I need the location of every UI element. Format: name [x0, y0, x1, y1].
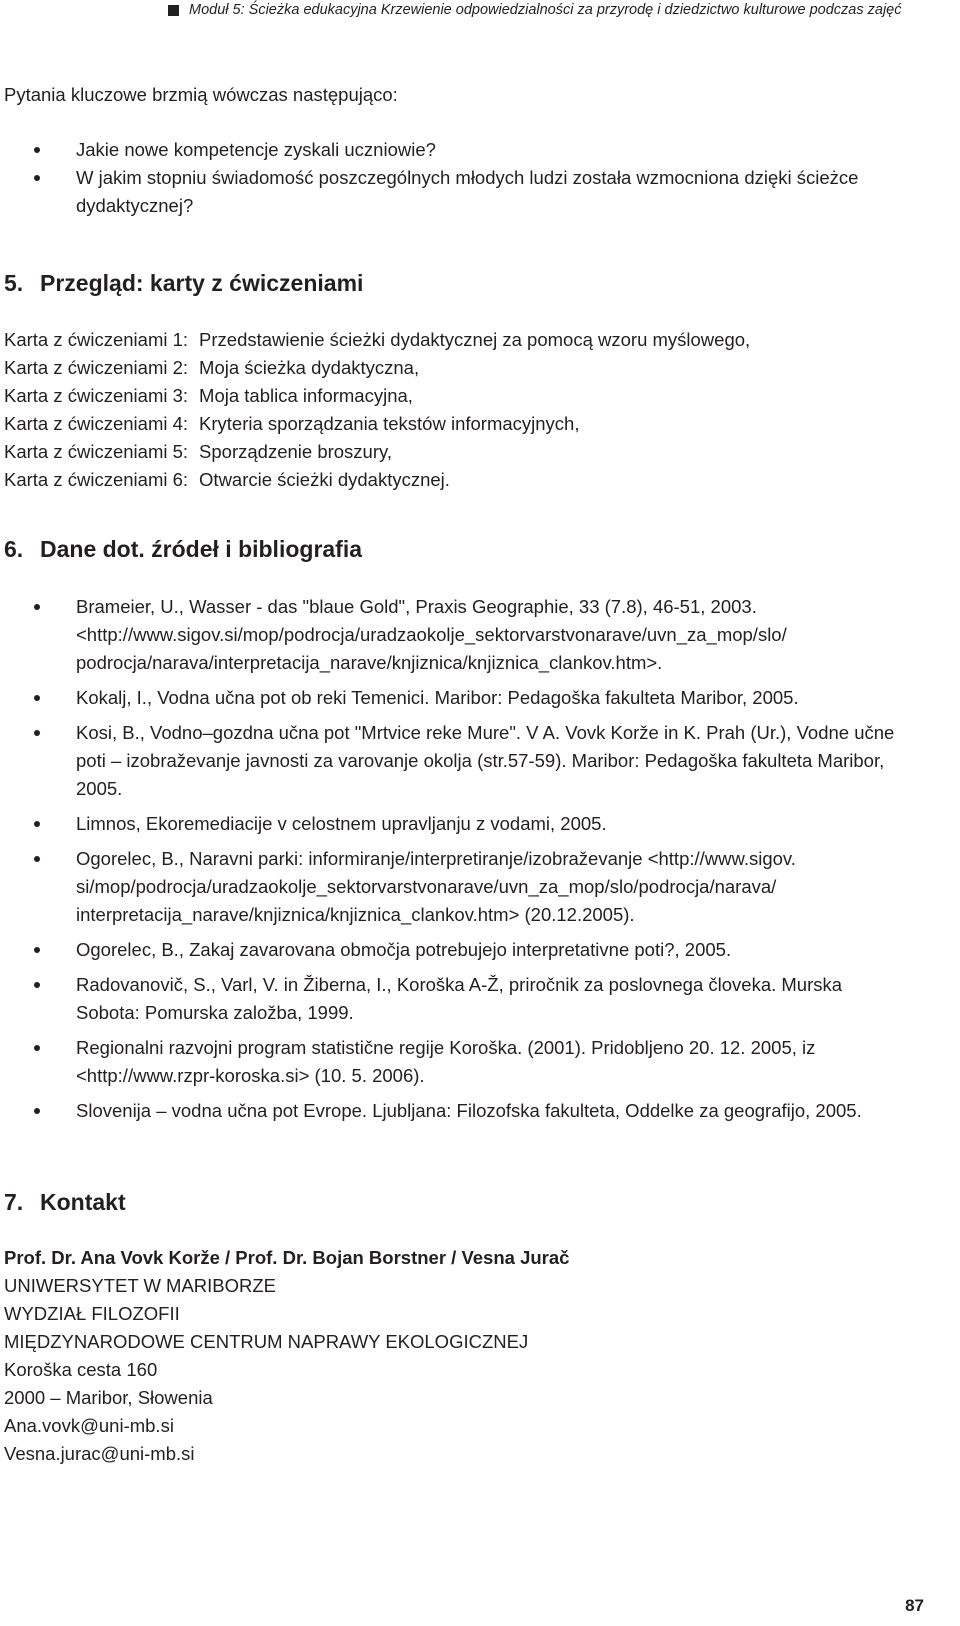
list-item: Slovenija – vodna učna pot Evrope. Ljubljana: Filozofska fakulteta, Oddelke za geografijo, 2005.: [4, 1097, 904, 1125]
contact-email: Vesna.jurac@uni-mb.si: [4, 1443, 195, 1464]
bullet-icon: [34, 730, 40, 736]
bullet-icon: [34, 175, 40, 181]
table-row: Karta z ćwiczeniami 6: Otwarcie ścieżki dydaktycznej.: [4, 469, 450, 490]
table-row: Karta z ćwiczeniami 4: Kryteria sporządzania tekstów informacyjnych,: [4, 413, 580, 434]
bullet-icon: [34, 821, 40, 827]
header-text: Moduł 5: Ścieżka edukacyjna Krzewienie odpowiedzialności za przyrodę i dziedzictwo kulturowe podczas zajęć: [189, 2, 902, 18]
list-item: Jakie nowe kompetencje zyskali uczniowie?: [4, 136, 934, 164]
bullet-icon: [34, 695, 40, 701]
bullet-icon: [34, 147, 40, 153]
contact-line: WYDZIAŁ FILOZOFII: [4, 1303, 180, 1324]
list-item: Brameier, U., Wasser - das "blaue Gold", Praxis Geographie, 33 (7.8), 46-51, 2003. <http://www.sigov.si/mop/podrocja/uradzaokolje_sektorvarstvonarave/uvn_za_mop/slo/ podrocja/narava/interpretacija_narave/knjiznica/knjiznica_clankov.htm>.: [4, 593, 904, 677]
table-row: Karta z ćwiczeniami 2: Moja ścieżka dydaktyczna,: [4, 357, 420, 378]
list-item: Regionalni razvojni program statistične regije Koroška. (2001). Pridobljeno 20. 12. 2005, iz <http://www.rzpr-koroska.si> (10. 5. 2006).: [4, 1034, 904, 1090]
contact-email: Ana.vovk@uni-mb.si: [4, 1415, 174, 1436]
contact-line: 2000 – Maribor, Słowenia: [4, 1387, 213, 1408]
list-item: Radovanovič, S., Varl, V. in Žiberna, I., Koroška A-Ž, priročnik za poslovnega človeka. Murska Sobota: Pomurska založba, 1999.: [4, 971, 904, 1027]
running-header: [168, 2, 953, 18]
bullet-icon: [34, 1108, 40, 1114]
exercise-cards-table: [4, 326, 750, 494]
bibliography-list: [4, 593, 904, 1125]
page-number: 87: [905, 1596, 924, 1615]
list-item: Ogorelec, B., Zakaj zavarovana območja potrebujejo interpretativne poti?, 2005.: [4, 936, 904, 964]
bullet-icon: [34, 947, 40, 953]
bullet-icon: [34, 1045, 40, 1051]
list-item: Kokalj, I., Vodna učna pot ob reki Temenici. Maribor: Pedagoška fakulteta Maribor, 2005.: [4, 684, 904, 712]
header-square-icon: [168, 5, 179, 16]
table-row: Karta z ćwiczeniami 3: Moja tablica informacyjna,: [4, 385, 413, 406]
section-7-heading: 7. Kontakt: [4, 1189, 126, 1215]
list-item: Limnos, Ekoremediacije v celostnem upravljanju z vodami, 2005.: [4, 810, 904, 838]
contact-line: Koroška cesta 160: [4, 1359, 158, 1380]
list-item: Ogorelec, B., Naravni parki: informiranje/interpretiranje/izobraževanje <http://www.sigov. si/mop/podrocja/uradzaokolje_sektorvarstvonarave/uvn_za_mop/slo/podrocja/narava/ interpretacija_narave/knjiznica/knjiznica_clankov.htm> (20.12.2005).: [4, 845, 904, 929]
list-item: W jakim stopniu świadomość poszczególnych młodych ludzi została wzmocniona dzięki ścieżce dydaktycznej?: [4, 164, 934, 220]
table-row: Karta z ćwiczeniami 1: Przedstawienie ścieżki dydaktycznej za pomocą wzoru myślowego,: [4, 329, 751, 350]
bullet-icon: [34, 856, 40, 862]
questions-list: [4, 136, 934, 220]
table-row: Karta z ćwiczeniami 5: Sporządzenie broszury,: [4, 441, 393, 462]
contact-line: UNIWERSYTET W MARIBORZE: [4, 1275, 277, 1296]
contact-line: MIĘDZYNARODOWE CENTRUM NAPRAWY EKOLOGICZNEJ: [4, 1331, 529, 1352]
intro-text: Pytania kluczowe brzmią wówczas następująco:: [4, 84, 398, 105]
contact-names: Prof. Dr. Ana Vovk Korže / Prof. Dr. Bojan Borstner / Vesna Jurač: [4, 1247, 570, 1268]
contact-block: [4, 1244, 569, 1468]
bullet-icon: [34, 604, 40, 610]
section-6-heading: 6. Dane dot. źródeł i bibliografia: [4, 536, 363, 562]
bullet-icon: [34, 982, 40, 988]
section-5-heading: 5. Przegląd: karty z ćwiczeniami: [4, 270, 364, 296]
list-item: Kosi, B., Vodno–gozdna učna pot "Mrtvice reke Mure". V A. Vovk Korže in K. Prah (Ur.), Vodne učne poti – izobraževanje javnosti za varovanje okolja (str.57-59). Maribor: Pedagoška fakulteta Maribor, 2005.: [4, 719, 904, 803]
